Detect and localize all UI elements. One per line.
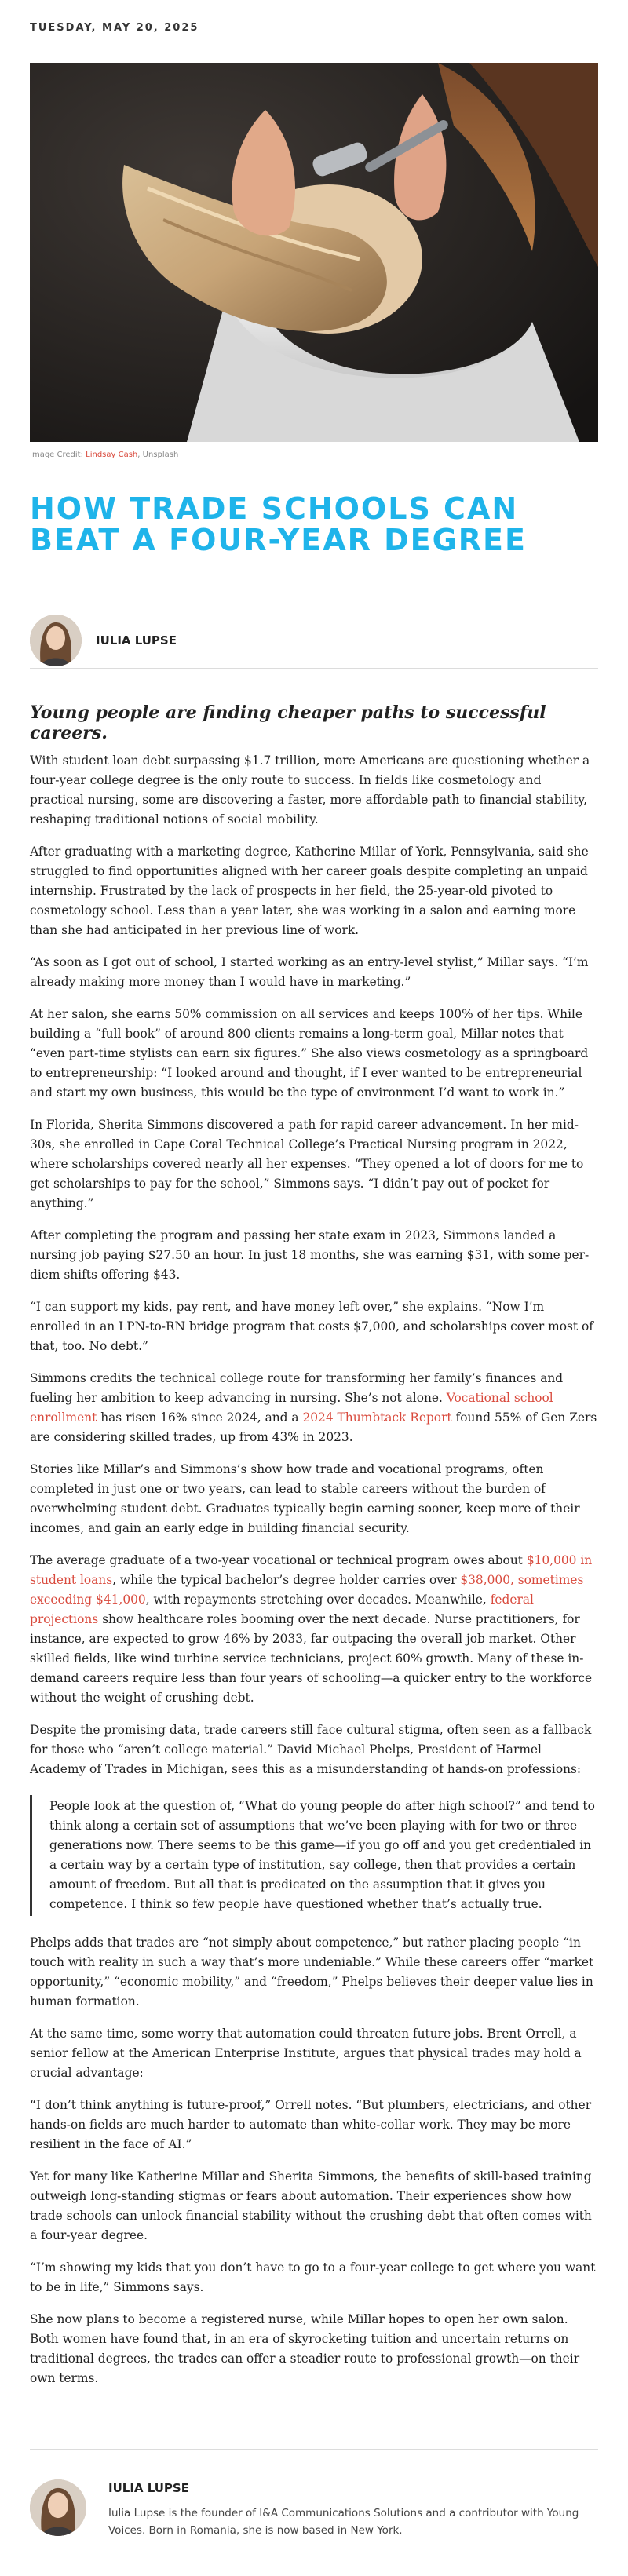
paragraph: After completing the program and passing her state exam in 2023, Simmons landed a nursing job paying $27.50 an hour. In just 18 months, she was earning $31, with some per-diem shifts offering $43.	[30, 1228, 590, 1282]
paragraph: Simmons credits the technical college route for transforming her family’s finances and fueling her ambition to keep advancing in nursing. She’s not alone. Vocational school enrollment has risen 16% since 2024, and a 2024 Thumbtack Report found 55% of Gen Zers are considering skilled trades, up from 43% in 2023.	[30, 1371, 597, 1444]
author-avatar[interactable]	[30, 615, 82, 666]
article-body	[30, 751, 598, 2401]
paragraph: “I don’t think anything is future-proof,” Orrell notes. “But plumbers, electricians, and other hands-on fields are much harder to automate than white-collar work. They may be more resilient in the face of AI.”	[30, 2098, 592, 2151]
image-credit-link[interactable]: Lindsay Cash	[86, 451, 138, 459]
bio-text: Iulia Lupse is the founder of I&A Communications Solutions and a contributor with Young Voices. Born in Romania, she is now based in New York.	[108, 2507, 579, 2537]
author-name[interactable]: IULIA LUPSE	[96, 633, 177, 648]
paragraph: At the same time, some worry that automation could threaten future jobs. Brent Orrell, a senior fellow at the American Enterprise Institute, argues that physical trades may hold a crucial advantage:	[30, 2027, 582, 2080]
thumbtack-report-link[interactable]: 2024 Thumbtack Report	[302, 1410, 452, 1425]
paragraph: With student loan debt surpassing $1.7 trillion, more Americans are questioning whether a four-year college degree is the only route to success. In fields like cosmetology and practical nursing, some are discovering a faster, more affordable path to financial stability, reshaping traditional notions of social mobility.	[30, 753, 590, 826]
paragraph: Stories like Millar’s and Simmons’s show how trade and vocational programs, often completed in just one or two years, can lead to stable careers without the burden of overwhelming student debt. Graduates typically begin earning sooner, keep more of their incomes, and gain an early edge in building financial security.	[30, 1462, 580, 1535]
bachelor-debt-link[interactable]: $38,000, sometimes exceeding $41,000	[30, 1573, 584, 1607]
article-title: HOW TRADE SCHOOLS CAN BEAT A FOUR-YEAR DEGREE	[30, 491, 527, 557]
bio-name[interactable]: IULIA LUPSE	[108, 2481, 189, 2495]
bio-avatar[interactable]	[30, 2479, 86, 2536]
hero-image	[30, 63, 598, 442]
paragraph: The average graduate of a two-year vocational or technical program owes about $10,000 in student loans, while the typical bachelor’s degree holder carries over $38,000, sometimes exceeding $41,000, with repayments stretching over decades. Meanwhile, federal projections show healthcare roles booming over the next decade. Nurse practitioners, for instance, are expected to grow 46% by 2033, far outpacing the overall job market. Other skilled fields, like wind turbine service technicians, project 60% growth. Many of these in-demand careers require less than four years of schooling—a quicker entry to the workforce without the weight of crushing debt.	[30, 1553, 593, 1705]
author-byline	[30, 615, 598, 669]
publish-date: TUESDAY, MAY 20, 2025	[30, 22, 199, 34]
pull-quote	[30, 1795, 598, 1916]
quote-text: People look at the question of, “What do young people do after high school?” and tend to think along a certain set of assumptions that we’ve been playing with for two or three generations now. There seems to be this game—if you go off and you get credentialed in a certain way by a certain type of institution, say college, then that provides a certain amount of freedom. But all that is predicated on the assumption that it gives you competence. I think so few people have questioned whether that’s actually true.	[49, 1799, 595, 1911]
paragraph: Despite the promising data, trade careers still face cultural stigma, often seen as a fallback for those who “aren’t college material.” David Michael Phelps, President of Harmel Academy of Trades in Michigan, sees this as a misunderstanding of hands-on professions:	[30, 1723, 592, 1776]
image-credit: Image Credit: Lindsay Cash, Unsplash	[30, 451, 179, 459]
paragraph: “I can support my kids, pay rent, and have money left over,” she explains. “Now I’m enrolled in an LPN-to-RN bridge program that costs $7,000, and scholarships cover most of that, too. No debt.”	[30, 1300, 593, 1353]
paragraph: In Florida, Sherita Simmons discovered a path for rapid career advancement. In her mid-30s, she enrolled in Cape Coral Technical College’s Practical Nursing program in 2022, where scholarships covered nearly all her expenses. “They opened a lot of doors for me to get scholarships to pay for the school,” Simmons says. “I didn’t pay out of pocket for anything.”	[30, 1118, 584, 1210]
paragraph: “As soon as I got out of school, I started working as an entry-level stylist,” Millar says. “I’m already making more money than I would have in marketing.”	[30, 955, 589, 989]
paragraph: After graduating with a marketing degree, Katherine Millar of York, Pennsylvania, said she struggled to find opportunities aligned with her career goals despite completing an unpaid internship. Frustrated by the lack of prospects in her field, the 25-year-old pivoted to cosmetology school. Less than a year later, she was working in a salon and earning more than she had anticipated in her previous line of work.	[30, 845, 589, 937]
federal-projections-link[interactable]: federal projections	[30, 1593, 534, 1626]
paragraph: She now plans to become a registered nurse, while Millar hopes to open her own salon. Both women have found that, in an era of skyrocketing tuition and uncertain returns on traditional degrees, the trades can offer a steadier route to professional growth—on their own terms.	[30, 2312, 580, 2385]
paragraph: Yet for many like Katherine Millar and Sherita Simmons, the benefits of skill-based training outweigh long-standing stigmas or fears about automation. Their experiences show how trade schools can unlock financial stability without the crushing debt that often comes with a four-year degree.	[30, 2169, 592, 2242]
paragraph: Phelps adds that trades are “not simply about competence,” but rather placing people “in touch with reality in such a way that’s more undeniable.” While these careers offer “market opportunity,” “economic mobility,” and “freedom,” Phelps believes their deeper value lies in human formation.	[30, 1936, 594, 2009]
author-bio	[30, 2449, 598, 2560]
paragraph: “I’m showing my kids that you don’t have to go to a four-year college to get where you want to be in life,” Simmons says.	[30, 2260, 596, 2294]
paragraph: At her salon, she earns 50% commission on all services and keeps 100% of her tips. While building a “full book” of around 800 clients remains a long-term goal, Millar notes that “even part-time stylists can earn six figures.” She also views cosmetology as a springboard to entrepreneurship: “I looked around and thought, if I ever wanted to be entrepreneurial and start my own business, this would be the type of environment I’d want to work in.”	[30, 1007, 589, 1100]
student-loans-link[interactable]: $10,000 in student loans	[30, 1553, 593, 1587]
vocational-enrollment-link[interactable]: Vocational school enrollment	[30, 1391, 553, 1425]
article-subtitle: Young people are finding cheaper paths to successful careers.	[30, 702, 546, 743]
